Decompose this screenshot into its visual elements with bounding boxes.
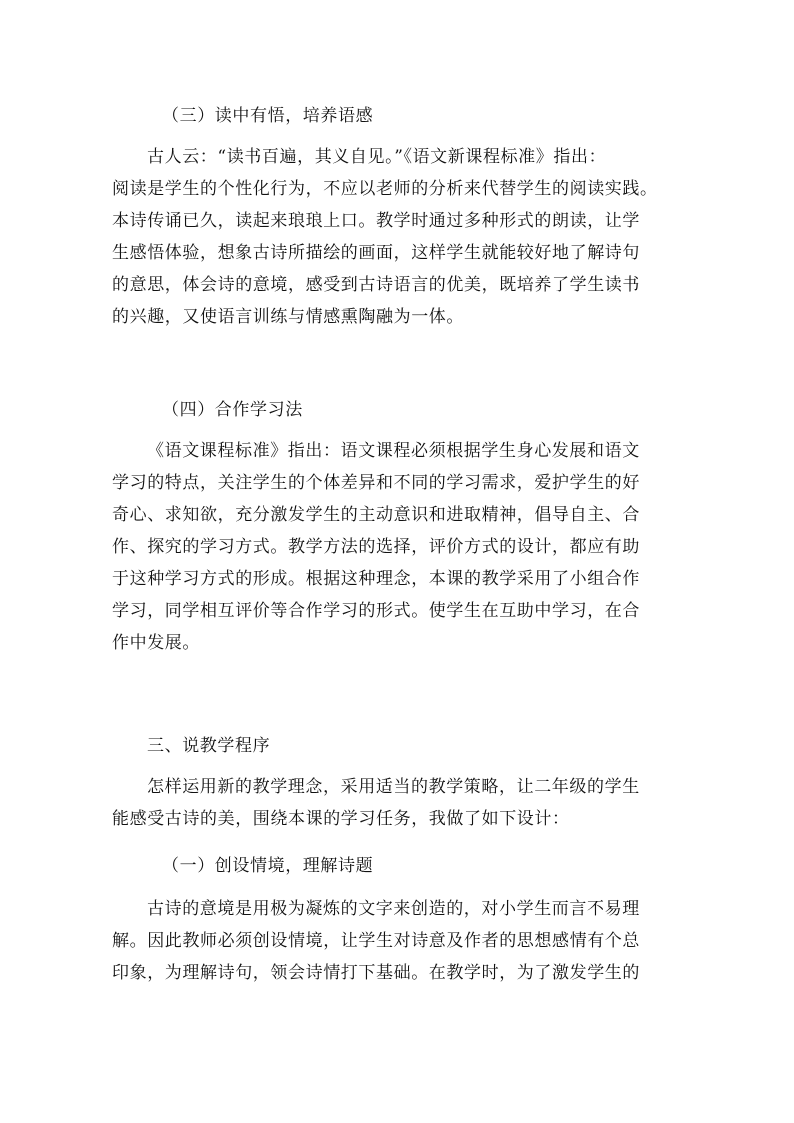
section-heading-teaching-procedure: 三、说教学程序 [147, 736, 271, 756]
paragraph-line: 作中发展。 [112, 633, 200, 653]
paragraph-line: 学习，同学相互评价等合作学习的形式。使学生在互助中学习，在合 [112, 601, 640, 621]
paragraph-line: 能感受古诗的美，围绕本课的学习任务，我做了如下设计： [112, 809, 570, 829]
section-heading-teaching-procedure-wrap [112, 730, 684, 762]
paragraph-line: 奇心、求知欲，充分激发学生的主动意识和进取精神，倡导自主、合 [112, 505, 640, 525]
paragraph-line: 本诗传诵已久，读起来琅琅上口。教学时通过多种形式的朗读，让学 [112, 211, 640, 231]
paragraph-line: 的意思，体会诗的意境，感受到古诗语言的优美，既培养了学生读书 [112, 275, 640, 295]
paragraph-line: 生感悟体验，想象古诗所描绘的画面，这样学生就能较好地了解诗句 [112, 243, 640, 263]
section-heading-create-situation: （一）创设情境，理解诗题 [162, 856, 374, 876]
paragraph-line: 解。因此教师必须创设情境，让学生对诗意及作者的思想感情有个总 [112, 931, 640, 951]
paragraph-line: 古人云：“读书百遍，其义自见。”《语文新课程标准》指出： [147, 147, 607, 167]
paragraph-line: 古诗的意境是用极为凝炼的文字来创造的，对小学生而言不易理 [147, 899, 640, 919]
paragraph-line: 的兴趣，又使语言训练与情感熏陶融为一体。 [112, 307, 464, 327]
section-heading-reading-insight: （三）读中有悟，培养语感 [162, 106, 374, 126]
paragraph-line: 怎样运用新的教学理念，采用适当的教学策略，让二年级的学生 [147, 777, 640, 797]
section-heading-cooperative-learning: （四）合作学习法 [162, 400, 303, 420]
paragraph-line: 印象，为理解诗句，领会诗情打下基础。在教学时，为了激发学生的 [112, 963, 640, 983]
paragraph-line: 《语文课程标准》指出：语文课程必须根据学生身心发展和语文 [147, 441, 640, 461]
paragraph-cooperative-learning [112, 435, 684, 659]
paragraph-teaching-procedure [112, 771, 684, 835]
paragraph-line: 于这种学习方式的形成。根据这种理念，本课的教学采用了小组合作 [112, 569, 640, 589]
paragraph-create-situation [112, 893, 684, 989]
paragraph-line: 阅读是学生的个性化行为，不应以老师的分析来代替学生的阅读实践。 [112, 179, 658, 199]
paragraph-reading-insight [112, 141, 684, 333]
paragraph-line: 作、探究的学习方式。教学方法的选择，评价方式的设计，都应有助 [112, 537, 640, 557]
paragraph-line: 学习的特点，关注学生的个体差异和不同的学习需求，爱护学生的好 [112, 473, 640, 493]
